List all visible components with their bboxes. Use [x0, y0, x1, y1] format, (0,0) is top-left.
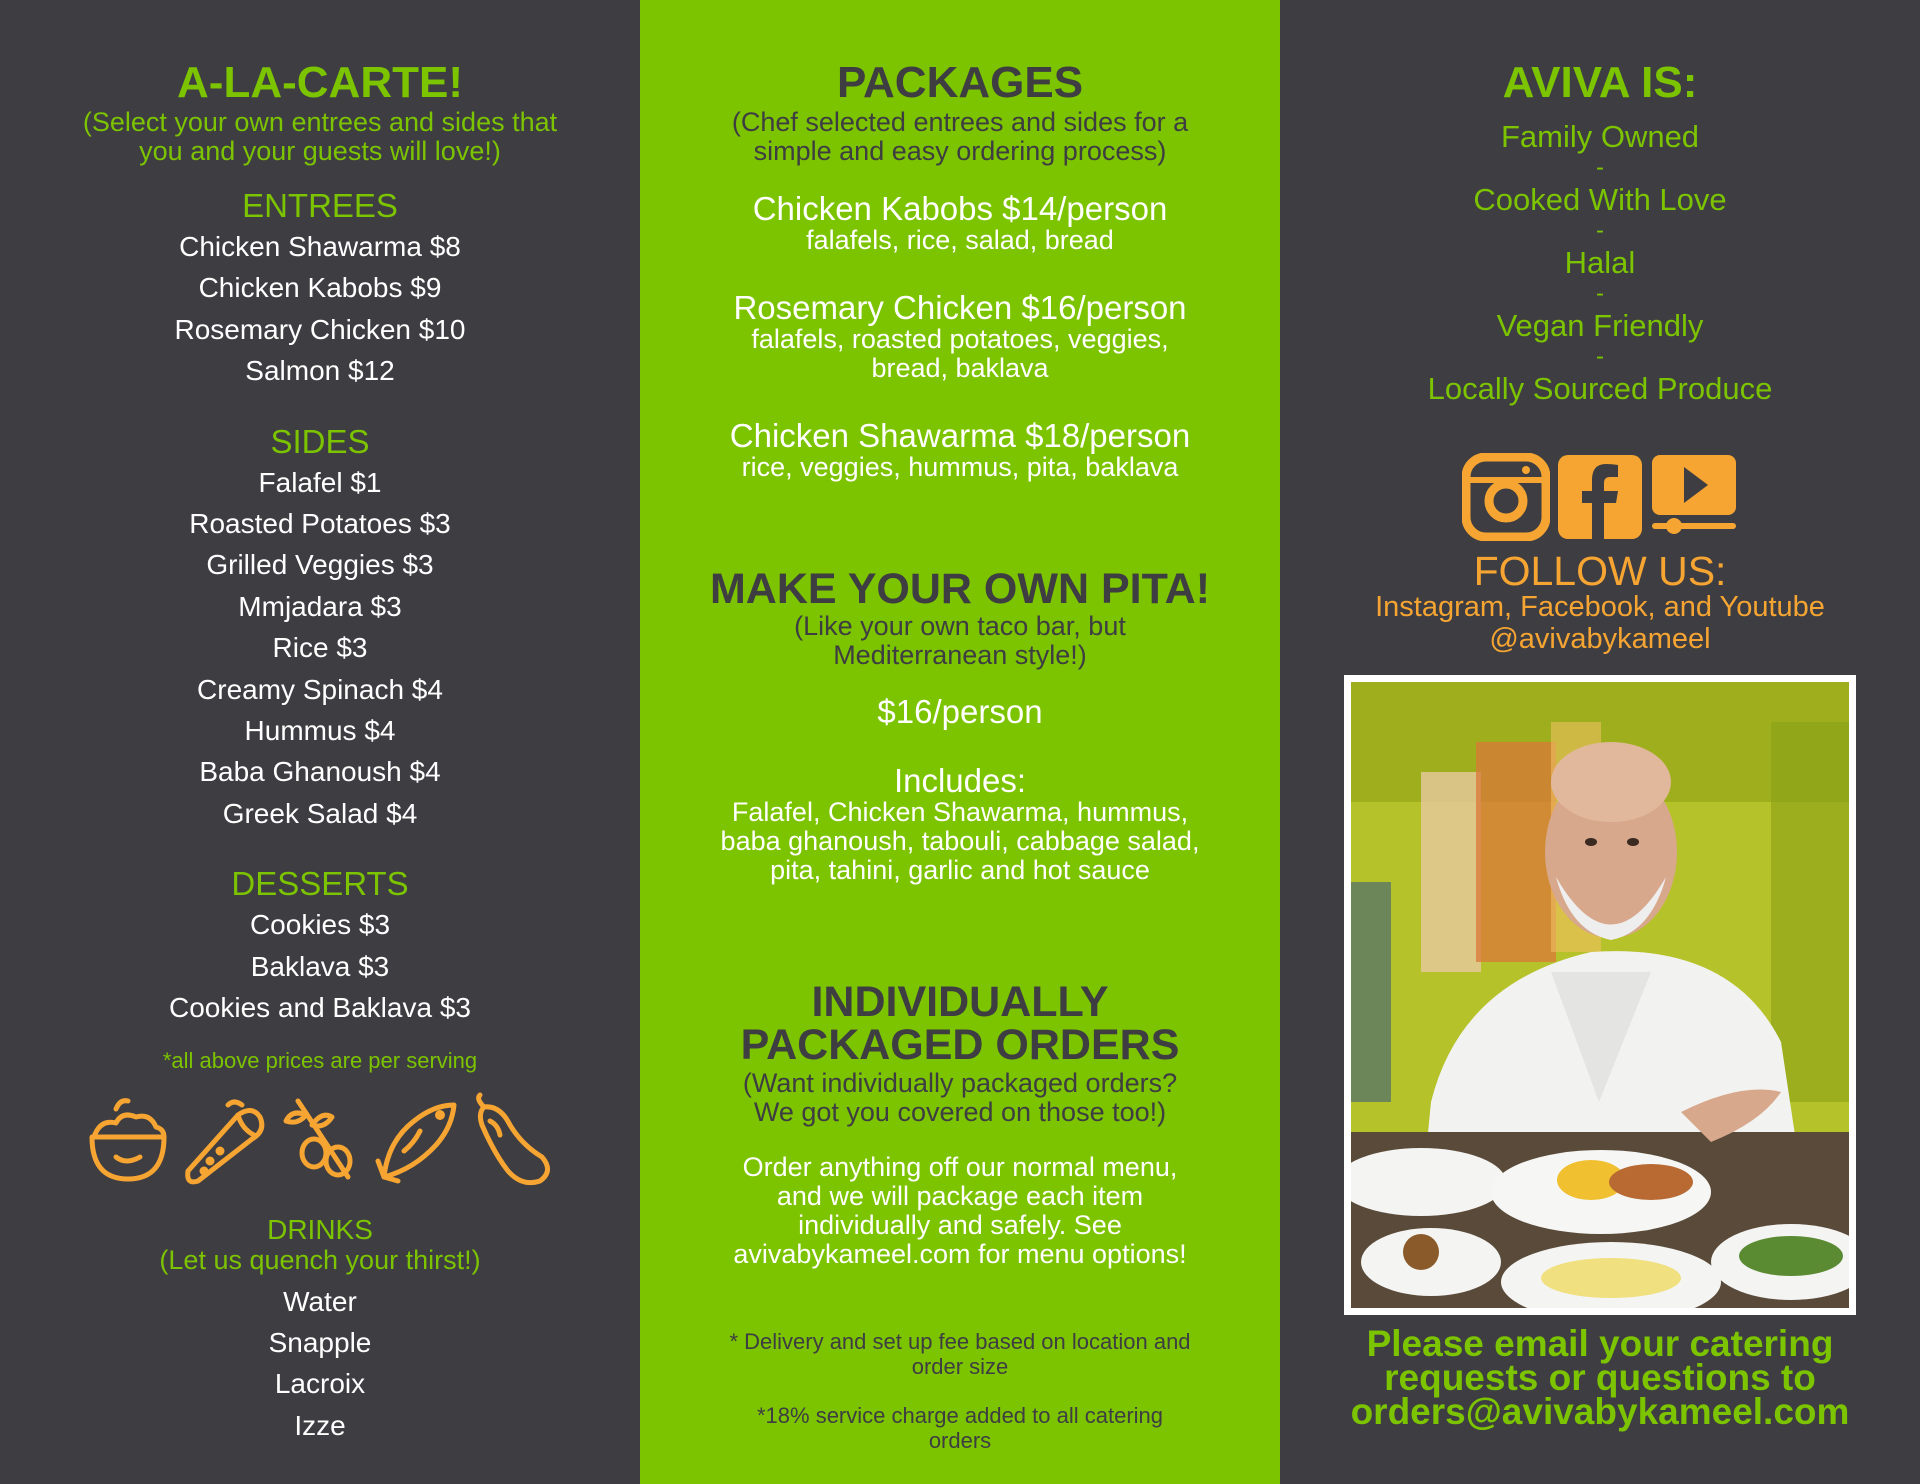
packages-column — [640, 0, 1280, 1484]
entree-item: Chicken Shawarma $8 — [179, 231, 461, 262]
side-item: Baba Ghanoush $4 — [199, 756, 441, 788]
entrees-list — [0, 226, 640, 392]
side-item: Falafel $1 — [258, 466, 382, 498]
fish-icon — [374, 1091, 458, 1187]
package-item — [640, 419, 1280, 482]
email-message-line1: Please email your catering — [1366, 1323, 1834, 1364]
eggplant-icon — [470, 1091, 554, 1187]
email-message-line2: requests or questions to — [1384, 1357, 1816, 1398]
side-item: Greek Salad $4 — [222, 797, 418, 829]
package-item — [640, 192, 1280, 255]
side-item: Mmjadara $3 — [238, 590, 402, 622]
side-item: Creamy Spinach $4 — [197, 673, 443, 705]
side-item: Grilled Veggies $3 — [206, 549, 434, 581]
facebook-icon[interactable] — [1556, 453, 1644, 541]
package-name: Chicken Shawarma $18/person — [729, 417, 1191, 454]
follow-heading: FOLLOW US: — [1473, 548, 1727, 594]
instagram-icon[interactable] — [1462, 453, 1550, 541]
food-icons-row — [0, 1091, 640, 1191]
alacarte-subtitle-line2: you and your guests will love!) — [139, 136, 501, 166]
side-item: Hummus $4 — [244, 715, 396, 747]
alacarte-column — [0, 0, 640, 1484]
delivery-fee-note-line1: * Delivery and set up fee based on location and — [729, 1329, 1191, 1354]
attribute-separator: - — [1596, 217, 1604, 244]
olive-branch-icon — [278, 1091, 362, 1187]
package-description: bread, baklava — [871, 353, 1049, 383]
service-charge-note-line2: orders — [928, 1428, 992, 1453]
package-description: rice, veggies, hummus, pita, baklava — [741, 452, 1179, 482]
dessert-item: Baklava $3 — [250, 950, 390, 982]
dessert-item: Cookies and Baklava $3 — [169, 992, 471, 1024]
includes-text-line1: Falafel, Chicken Shawarma, hummus, — [731, 797, 1189, 827]
drinks-heading: DRINKS — [267, 1213, 373, 1245]
includes-text-line2: baba ghanoush, tabouli, cabbage salad, — [720, 826, 1200, 856]
attribute-separator: - — [1596, 154, 1604, 181]
sides-list — [0, 462, 640, 835]
pita-title: MAKE YOUR OWN PITA! — [709, 565, 1211, 613]
prices-footnote: *all above prices are per serving — [162, 1047, 478, 1073]
package-description: falafels, roasted potatoes, veggies, — [751, 324, 1169, 354]
individual-title-line2: PACKAGED ORDERS — [740, 1021, 1180, 1069]
attribute-separator: - — [1596, 343, 1604, 370]
attribute-item: Family Owned — [1500, 119, 1700, 154]
drink-item: Snapple — [268, 1326, 372, 1358]
drink-item: Izze — [294, 1409, 346, 1441]
service-charge-note-line1: *18% service charge added to all catering — [756, 1403, 1164, 1428]
side-item: Roasted Potatoes $3 — [189, 508, 451, 540]
drinks-list — [0, 1281, 640, 1447]
chef-photo — [1344, 675, 1856, 1315]
includes-heading: Includes: — [893, 762, 1027, 799]
attribute-item: Locally Sourced Produce — [1427, 371, 1773, 406]
entree-item: Chicken Kabobs $9 — [198, 272, 442, 304]
social-icons-row — [1280, 453, 1920, 545]
individual-subtitle-line2: We got you covered on those too!) — [753, 1097, 1167, 1127]
entree-item: Rosemary Chicken $10 — [174, 313, 466, 345]
drink-item: Water — [283, 1285, 357, 1317]
package-name: Chicken Kabobs $14/person — [752, 190, 1168, 227]
pita-subtitle-line2: Mediterranean style!) — [833, 640, 1087, 670]
youtube-icon[interactable] — [1650, 453, 1738, 541]
attributes-list — [1280, 120, 1920, 405]
package-item — [640, 291, 1280, 383]
bowl-icon — [86, 1091, 170, 1187]
individual-text-line1: Order anything off our normal menu, — [742, 1152, 1178, 1182]
packages-subtitle-line1: (Chef selected entrees and sides for a — [731, 107, 1189, 137]
dessert-item: Cookies $3 — [249, 909, 391, 941]
individual-text-line2: and we will package each item — [776, 1181, 1144, 1211]
individual-text-line3: individually and safely. See — [798, 1210, 1122, 1240]
package-name: Rosemary Chicken $16/person — [733, 289, 1187, 326]
alacarte-subtitle-line1: (Select your own entrees and sides that — [82, 107, 558, 137]
packages-title: PACKAGES — [836, 58, 1084, 107]
delivery-fee-note-line2: order size — [911, 1354, 1009, 1379]
entrees-heading: ENTREES — [242, 187, 398, 224]
alacarte-title: A-LA-CARTE! — [177, 58, 463, 107]
email-address[interactable]: orders@avivabykameel.com — [1350, 1391, 1850, 1432]
drinks-subtitle: (Let us quench your thirst!) — [159, 1244, 481, 1275]
wrap-icon — [182, 1091, 266, 1187]
follow-platforms: Instagram, Facebook, and Youtube — [1375, 591, 1825, 623]
includes-text-line3: pita, tahini, garlic and hot sauce — [770, 855, 1150, 885]
drink-item: Lacroix — [274, 1368, 366, 1400]
aviva-title: AVIVA IS: — [1502, 58, 1698, 107]
packages-subtitle-line2: simple and easy ordering process) — [753, 136, 1167, 166]
entree-item: Salmon $12 — [245, 355, 395, 387]
attribute-item: Halal — [1564, 245, 1636, 280]
individual-title-line1: INDIVIDUALLY — [811, 978, 1109, 1026]
desserts-heading: DESSERTS — [231, 865, 409, 903]
attribute-item: Cooked With Love — [1473, 182, 1727, 217]
about-column — [1280, 0, 1920, 1484]
sides-heading: SIDES — [270, 422, 370, 460]
follow-handle[interactable]: @avivabykameel — [1489, 623, 1711, 655]
pita-subtitle-line1: (Like your own taco bar, but — [794, 611, 1126, 641]
package-description: falafels, rice, salad, bread — [806, 225, 1114, 255]
desserts-list — [0, 904, 640, 1028]
individual-subtitle-line1: (Want individually packaged orders? — [742, 1068, 1178, 1098]
side-item: Rice $3 — [272, 632, 368, 664]
attribute-separator: - — [1596, 280, 1604, 307]
pita-price: $16/person — [877, 693, 1043, 730]
individual-text-line4: avivabykameel.com for menu options! — [733, 1239, 1187, 1269]
attribute-item: Vegan Friendly — [1496, 308, 1704, 343]
